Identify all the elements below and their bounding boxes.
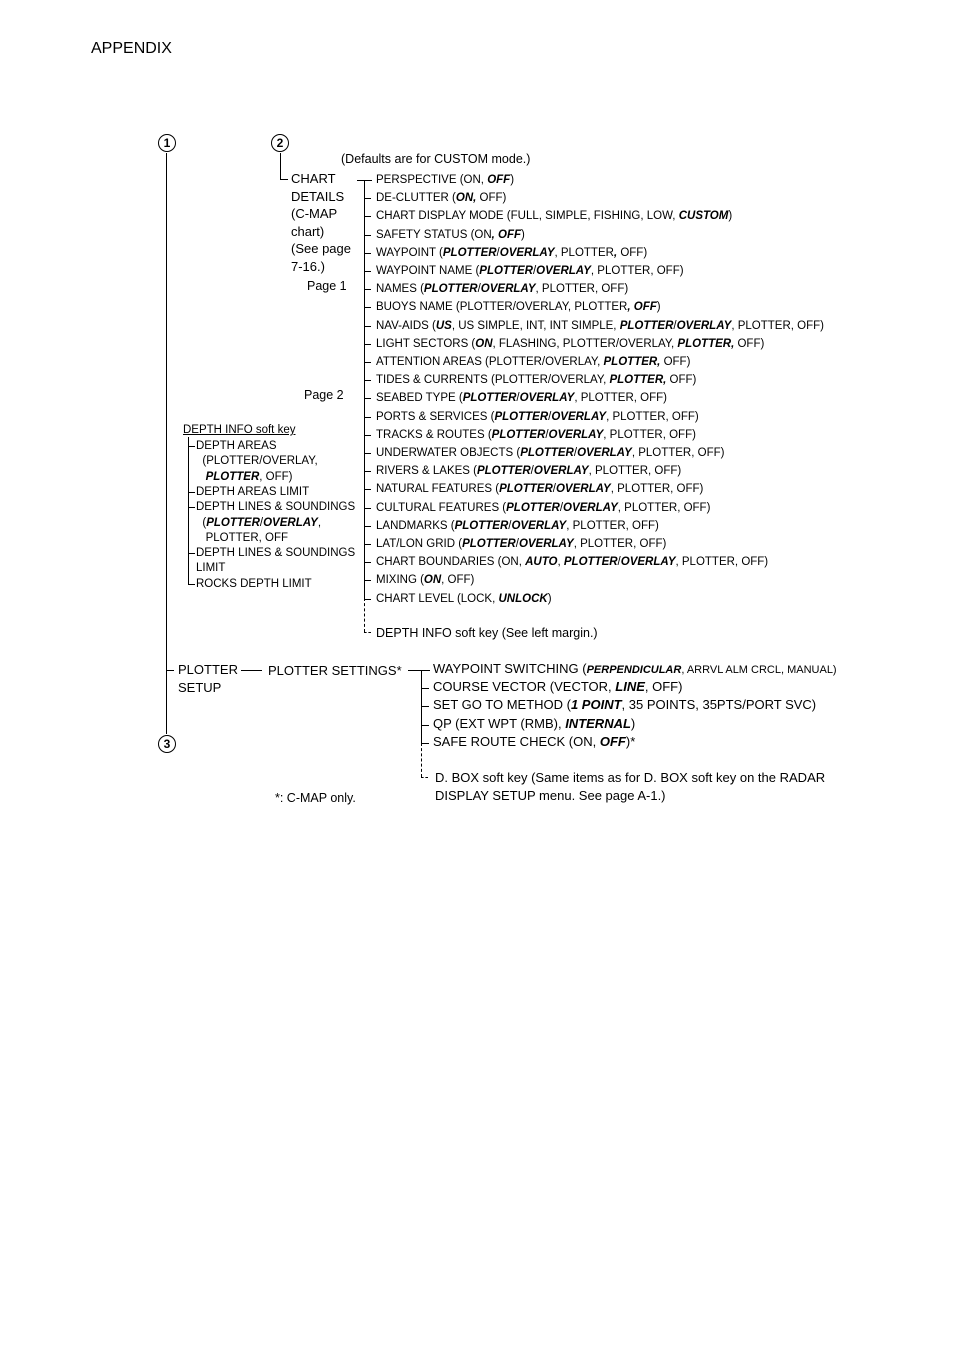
text-segment: , PLOTTER, OFF) [603,428,696,441]
text-segment: DEPTH LINES & SOUNDINGS [196,547,356,560]
text-segment: NATURAL FEATURES ( [376,483,500,496]
tree-tick [421,688,429,689]
text-segment: ON, [455,192,477,205]
text-segment: PLOTTER [205,470,260,483]
text-segment: CHART LEVEL (LOCK, [376,592,499,605]
chart-detail-item [376,428,696,442]
text-segment: LAT/LON GRID ( [376,538,463,550]
tree-tick [188,584,195,585]
text-segment: PLOTTER [563,556,618,569]
tree-tick [364,380,371,381]
text-segment: , PLOTTER [554,246,614,259]
depth-info-item [196,470,292,484]
text-segment: PLOTTER [491,428,546,441]
tree-tick [364,326,371,327]
text-segment: / [477,283,481,296]
text-segment: OVERLAY [577,447,632,459]
text-segment: MIXING ( [376,574,424,587]
text-segment: OFF) [476,192,507,205]
text-segment: / [552,483,556,496]
tree-tick [188,553,195,554]
text-segment: OVERLAY [263,516,318,529]
text-segment: DEPTH AREAS [196,440,277,452]
text-segment: ) [547,592,552,605]
text-segment: , US SIMPLE, INT, INT SIMPLE, [451,319,620,332]
tree-tick [364,216,371,217]
text-segment: , PLOTTER, OFF) [573,538,667,550]
branch-2-to-chart-details [280,179,288,180]
text-segment: , OFF [627,301,657,314]
text-segment: , PLOTTER, OFF) [675,556,769,569]
depth-info-item [196,546,355,560]
chart-items-dashed-spine [364,598,365,632]
depth-info-item [196,485,309,499]
text-segment: / [508,519,512,532]
tree-tick [188,446,195,447]
dbox-note: D. BOX soft key (Same items as for D. BOX soft key on the RADAR DISPLAY SETUP menu. See page A-1.) [435,770,826,803]
text-segment: CULTURAL FEATURES ( [376,501,507,514]
tree-tick [364,271,371,272]
text-segment: SAFETY STATUS (ON [376,228,492,241]
text-segment: OFF [487,174,511,186]
text-segment: UNDERWATER OBJECTS ( [376,447,521,459]
text-segment: ) [630,715,636,731]
text-segment: , PLOTTER, OFF) [590,265,684,277]
text-segment: OVERLAY [511,519,567,532]
text-segment: / [673,319,677,332]
defaults-note: (Defaults are for CUSTOM mode.) [341,152,531,166]
text-segment: , [557,556,564,569]
text-segment: PLOTTER [479,265,533,277]
cmap-footnote: *: C-MAP only. [275,791,356,805]
text-segment: PLOTTER [462,538,516,550]
text-segment: ) [521,228,525,241]
text-segment: COURSE VECTOR (VECTOR, [433,679,616,695]
text-segment [196,471,206,483]
text-segment: SAFE ROUTE CHECK (ON, [433,733,600,749]
chart-detail-item [376,300,661,314]
chart-detail-item [376,573,474,587]
chart-detail-item [376,173,514,187]
text-segment: / [516,392,520,405]
text-segment: US [435,319,452,332]
tree-tick [364,417,371,418]
tree-tick [364,180,371,181]
text-segment: LINE [615,679,645,695]
text-segment: , PLOTTER, OFF) [610,483,704,496]
text-segment: )* [625,733,636,749]
tree-tick [364,344,371,345]
chart-detail-item [376,373,696,387]
chart-detail-item [376,555,768,569]
text-segment: PLOTTER [454,519,509,532]
text-segment: RIVERS & LAKES ( [376,465,477,478]
text-segment: 1 POINT [570,697,622,713]
text-segment: OVERLAY [536,265,591,277]
text-segment: , OFF [491,228,522,241]
depth-info-dashed-branch [364,632,371,633]
tree-tick [364,235,371,236]
plotter-to-settings-line [241,670,262,671]
text-segment: CHART DISPLAY MODE (FULL, SIMPLE, FISHING, LOW, [376,210,679,223]
text-segment: , 35 POINTS, 35PTS/PORT SVC) [621,697,817,713]
tree-tick [364,198,371,199]
text-segment: PLOTTER [442,246,497,259]
tree-tick [188,507,195,508]
depth-info-item [196,561,225,575]
text-segment: PERSPECTIVE (ON, [376,174,488,186]
chart-detail-item [376,209,732,223]
tree-tick [364,489,371,490]
text-segment: PLOTTER [423,283,478,296]
tree-tick [364,508,371,509]
text-segment: / [515,538,519,550]
text-segment: OVERLAY [533,465,589,478]
chart-detail-item [376,355,690,369]
text-segment: , PLOTTER, OFF) [535,283,629,296]
plotter-setting-item [433,734,635,750]
text-segment: , FLASHING, PLOTTER/OVERLAY, [492,337,678,350]
chart-detail-item [376,592,552,606]
text-segment: OFF [599,733,626,749]
text-segment: WAYPOINT ( [376,246,443,259]
text-segment: PLOTTER [476,465,531,478]
text-segment: ON [475,337,493,350]
tree-tick [364,398,371,399]
text-segment: / [530,465,534,478]
tree-tick [364,526,371,527]
tree-tick [364,599,371,600]
page-2-label: Page 2 [304,388,344,402]
text-segment: PLOTTER, [603,356,661,368]
text-segment: CHART BOUNDARIES (ON, [376,556,526,569]
text-segment: / [496,246,500,259]
tree-tick [364,544,371,545]
chart-detail-item [376,446,724,460]
text-segment: DEPTH LINES & SOUNDINGS [196,501,356,514]
text-segment: PLOTTER [520,447,574,459]
text-segment: DE-CLUTTER ( [376,192,456,205]
text-segment: OVERLAY [519,392,575,405]
chart-items-spine [364,180,365,598]
chart-detail-item [376,246,647,260]
plotter-settings-label: PLOTTER SETTINGS* [268,663,402,678]
text-segment: , [613,246,618,259]
text-segment: , PLOTTER, OFF) [566,519,659,532]
text-segment: PLOTTER [462,392,517,405]
text-segment: OFF) [734,337,765,350]
text-segment: WAYPOINT NAME ( [376,265,480,277]
depth-info-reference: DEPTH INFO soft key (See left margin.) [376,626,598,640]
chart-detail-item [376,264,684,278]
text-segment: ( [196,516,207,529]
tree-tick [364,362,371,363]
text-segment: QP (EXT WPT (RMB), [433,715,566,731]
text-segment: / [259,516,264,529]
text-segment: (PLOTTER/OVERLAY, [196,455,318,468]
text-segment: TRACKS & ROUTES ( [376,428,492,441]
text-segment: PLOTTER, OFF [196,531,289,544]
depth-info-item [196,531,288,545]
tree-tick [364,289,371,290]
tree-tick [421,670,429,671]
text-segment: OVERLAY [676,319,732,332]
text-segment: ON [423,574,442,587]
marker-1-icon: 1 [158,134,176,152]
text-segment: PLOTTER, [609,374,667,387]
text-segment: / [573,447,578,459]
text-segment: / [617,556,621,569]
text-segment: ROCKS DEPTH LIMIT [196,577,312,590]
tree-tick [364,580,371,581]
tree-tick [421,706,429,707]
text-segment: TIDES & CURRENTS (PLOTTER/OVERLAY, [376,374,610,387]
plotter-setup-label: PLOTTER SETUP [178,662,238,695]
text-segment: PLOTTER [206,516,260,529]
tree-tick [364,253,371,254]
text-segment: PLOTTER, [677,337,735,350]
chart-detail-item [376,501,710,515]
text-segment: , [317,516,322,529]
text-segment: DEPTH AREAS LIMIT [196,485,310,498]
text-segment: OVERLAY [480,283,536,296]
chart-detail-item [376,191,506,205]
tree-tick [364,453,371,454]
text-segment: LIMIT [196,562,226,575]
depth-info-spine [188,437,189,585]
page-1-label: Page 1 [307,279,347,293]
text-segment: , OFF) [644,679,683,695]
text-segment: / [548,410,552,423]
plotter-setting-item [433,697,816,713]
tree-tick [188,492,195,493]
text-segment: INTERNAL [565,715,631,731]
text-segment: CUSTOM [678,210,729,223]
text-segment: NAMES ( [376,283,424,296]
depth-info-item [196,577,312,591]
tree-tick [364,435,371,436]
text-segment: , PLOTTER, OFF) [588,465,682,478]
text-segment: OVERLAY [555,483,611,496]
chart-detail-item [376,337,764,351]
text-segment: ) [510,174,515,186]
depth-info-item [196,439,277,453]
text-segment: AUTO [525,556,558,569]
text-segment: UNLOCK [498,592,548,605]
text-segment: PLOTTER [506,501,560,514]
text-segment: , PLOTTER, OFF) [574,392,667,405]
plotter-setting-item [433,661,837,678]
text-segment: OFF) [660,356,691,368]
text-segment: LANDMARKS ( [376,519,455,532]
tree-tick [421,725,429,726]
text-segment: , PLOTTER, OFF) [631,447,725,459]
chart-detail-item [376,391,667,405]
depth-info-item [196,500,355,514]
plotter-setting-item [433,679,682,695]
text-segment: / [545,428,549,441]
text-segment: , PLOTTER, OFF) [731,319,824,332]
text-segment: , OFF) [441,574,475,587]
branch-2-line [280,153,281,179]
settings-dashed-spine [421,743,422,777]
text-segment: OVERLAY [551,410,607,423]
tree-tick [364,307,371,308]
text-segment: OFF) [666,374,697,387]
text-segment: WAYPOINT SWITCHING ( [433,661,587,676]
text-segment: SEABED TYPE ( [376,392,463,405]
chart-detail-item [376,282,628,296]
text-segment: OVERLAY [518,538,574,550]
text-segment: BUOYS NAME (PLOTTER/OVERLAY, PLOTTER [376,301,628,314]
text-segment: OVERLAY [563,501,618,514]
text-segment: OVERLAY [499,246,555,259]
chart-detail-item [376,319,824,333]
text-segment: ) [656,301,661,314]
chart-detail-item [376,228,525,242]
chart-detail-item [376,482,703,496]
text-segment: LIGHT SECTORS ( [376,337,476,350]
tree-tick [364,471,371,472]
depth-info-item [196,516,321,530]
main-trunk-line [166,153,167,734]
chart-detail-item [376,464,681,478]
text-segment: PORTS & SERVICES ( [376,410,495,423]
text-segment: ) [728,210,733,223]
text-segment: , PLOTTER, OFF) [617,501,711,514]
chart-detail-item [376,519,659,533]
text-segment: PLOTTER [499,483,553,496]
text-segment: OFF) [617,246,648,259]
text-segment: OVERLAY [620,556,676,569]
tree-tick [364,562,371,563]
depth-info-title: DEPTH INFO soft key [183,424,296,436]
chart-detail-item [376,410,699,424]
marker-2-icon: 2 [271,134,289,152]
text-segment: / [559,501,564,514]
text-segment: / [532,265,537,277]
marker-3-icon: 3 [158,735,176,753]
text-segment: NAV-AIDS ( [376,319,436,332]
text-segment: , PLOTTER, OFF) [606,410,699,423]
text-segment: PLOTTER [494,410,549,423]
chart-details-label: CHART DETAILS (C-MAP chart) (See page 7-16.) [291,171,351,274]
text-segment: PLOTTER [619,319,674,332]
dbox-dashed-branch [421,777,428,778]
tree-tick [421,743,429,744]
depth-info-item [196,454,318,468]
text-segment: , OFF) [259,470,293,483]
plotter-setting-item [433,716,635,732]
chart-detail-item [376,537,666,551]
text-segment: ATTENTION AREAS (PLOTTER/OVERLAY, [376,356,604,368]
text-segment: PERPENDICULAR [586,664,682,676]
plotter-setup-branch [166,670,174,671]
text-segment: SET GO TO METHOD ( [433,697,571,713]
page-title: APPENDIX [91,40,172,57]
text-segment: OVERLAY [548,428,604,441]
text-segment: , ARRVL ALM CRCL, MANUAL) [681,664,837,676]
